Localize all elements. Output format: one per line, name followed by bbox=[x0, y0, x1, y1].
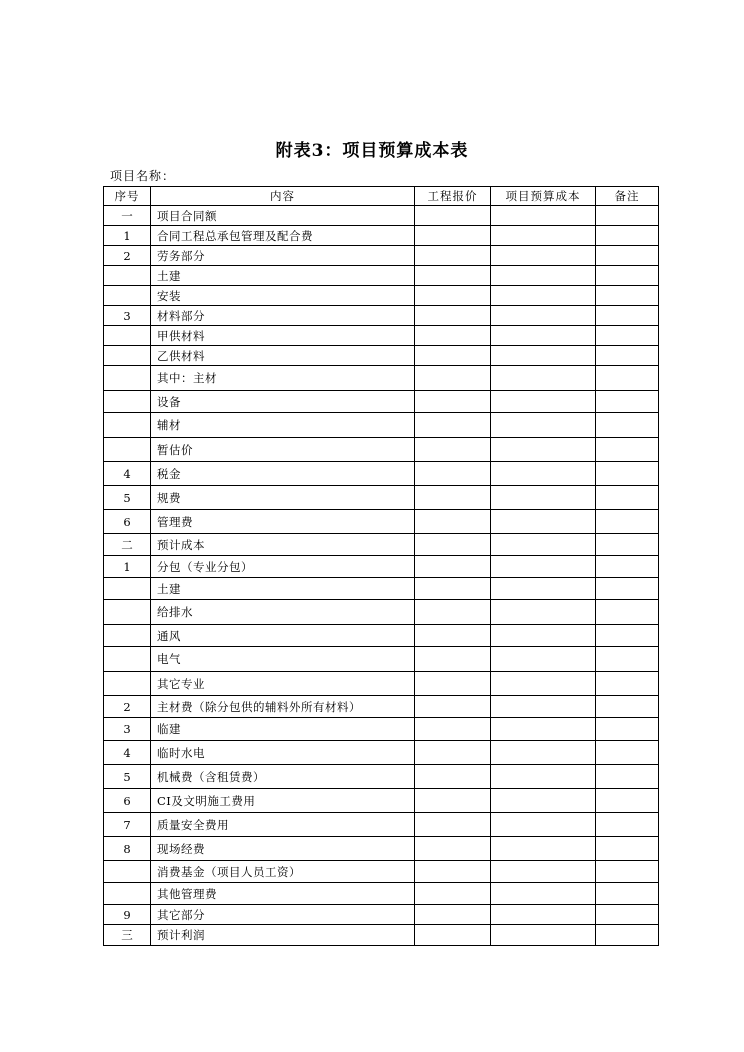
table-row bbox=[104, 206, 659, 226]
table-row bbox=[104, 837, 659, 861]
row-content-cell: 材料部分 bbox=[151, 306, 415, 326]
row-budget-cost-cell bbox=[491, 625, 596, 647]
row-budget-cost-cell bbox=[491, 600, 596, 625]
row-no-cell: 三 bbox=[104, 925, 151, 946]
row-remarks-cell bbox=[596, 326, 659, 346]
row-remarks-cell bbox=[596, 861, 659, 883]
row-content-cell: 给排水 bbox=[151, 600, 415, 625]
row-remarks-cell bbox=[596, 696, 659, 718]
row-quote-cell bbox=[415, 861, 491, 883]
row-no-cell: 5 bbox=[104, 486, 151, 510]
row-content-cell: 临建 bbox=[151, 718, 415, 741]
row-remarks-cell bbox=[596, 366, 659, 391]
table-row bbox=[104, 556, 659, 578]
row-content-cell: 其它部分 bbox=[151, 905, 415, 925]
row-budget-cost-cell bbox=[491, 306, 596, 326]
row-no-cell: 3 bbox=[104, 718, 151, 741]
row-quote-cell bbox=[415, 718, 491, 741]
row-quote-cell bbox=[415, 647, 491, 672]
table-row bbox=[104, 306, 659, 326]
row-content-cell: 规费 bbox=[151, 486, 415, 510]
row-budget-cost-cell bbox=[491, 486, 596, 510]
table-row bbox=[104, 534, 659, 556]
row-remarks-cell bbox=[596, 226, 659, 246]
row-quote-cell bbox=[415, 226, 491, 246]
row-budget-cost-cell bbox=[491, 837, 596, 861]
table-row bbox=[104, 647, 659, 672]
row-budget-cost-cell bbox=[491, 246, 596, 266]
table-row bbox=[104, 462, 659, 486]
row-content-cell: 机械费（含租赁费） bbox=[151, 765, 415, 789]
row-remarks-cell bbox=[596, 647, 659, 672]
table-row bbox=[104, 813, 659, 837]
row-remarks-cell bbox=[596, 883, 659, 905]
row-no-cell bbox=[104, 438, 151, 462]
row-content-cell: 其它专业 bbox=[151, 672, 415, 696]
row-content-cell: 电气 bbox=[151, 647, 415, 672]
row-remarks-cell bbox=[596, 462, 659, 486]
row-remarks-cell bbox=[596, 600, 659, 625]
row-content-cell: 管理费 bbox=[151, 510, 415, 534]
row-budget-cost-cell bbox=[491, 286, 596, 306]
row-remarks-cell bbox=[596, 625, 659, 647]
row-no-cell: 6 bbox=[104, 789, 151, 813]
row-budget-cost-cell bbox=[491, 905, 596, 925]
row-no-cell: 4 bbox=[104, 462, 151, 486]
row-remarks-cell bbox=[596, 391, 659, 413]
row-budget-cost-cell bbox=[491, 718, 596, 741]
row-content-cell: 乙供材料 bbox=[151, 346, 415, 366]
row-no-cell bbox=[104, 286, 151, 306]
row-budget-cost-cell bbox=[491, 813, 596, 837]
row-no-cell bbox=[104, 883, 151, 905]
row-budget-cost-cell bbox=[491, 366, 596, 391]
row-remarks-cell bbox=[596, 206, 659, 226]
table-row bbox=[104, 366, 659, 391]
table-row bbox=[104, 718, 659, 741]
header-remarks: 备注 bbox=[596, 187, 659, 206]
row-no-cell: 1 bbox=[104, 556, 151, 578]
row-no-cell bbox=[104, 326, 151, 346]
row-no-cell: 1 bbox=[104, 226, 151, 246]
row-quote-cell bbox=[415, 883, 491, 905]
row-content-cell: 预计成本 bbox=[151, 534, 415, 556]
row-remarks-cell bbox=[596, 266, 659, 286]
row-content-cell: 税金 bbox=[151, 462, 415, 486]
row-budget-cost-cell bbox=[491, 346, 596, 366]
row-content-cell: 劳务部分 bbox=[151, 246, 415, 266]
table-row bbox=[104, 413, 659, 438]
row-no-cell bbox=[104, 600, 151, 625]
table-row bbox=[104, 672, 659, 696]
row-budget-cost-cell bbox=[491, 206, 596, 226]
row-budget-cost-cell bbox=[491, 672, 596, 696]
row-content-cell: 土建 bbox=[151, 578, 415, 600]
row-budget-cost-cell bbox=[491, 696, 596, 718]
row-budget-cost-cell bbox=[491, 438, 596, 462]
row-no-cell: 一 bbox=[104, 206, 151, 226]
row-quote-cell bbox=[415, 556, 491, 578]
row-content-cell: 主材费（除分包供的辅料外所有材料） bbox=[151, 696, 415, 718]
header-no: 序号 bbox=[104, 187, 151, 206]
project-name-label: 项目名称： bbox=[110, 169, 176, 183]
row-quote-cell bbox=[415, 765, 491, 789]
row-content-cell: 项目合同额 bbox=[151, 206, 415, 226]
row-quote-cell bbox=[415, 462, 491, 486]
table-row bbox=[104, 905, 659, 925]
row-remarks-cell bbox=[596, 556, 659, 578]
table-row bbox=[104, 438, 659, 462]
row-budget-cost-cell bbox=[491, 883, 596, 905]
table-row bbox=[104, 246, 659, 266]
row-no-cell: 二 bbox=[104, 534, 151, 556]
row-budget-cost-cell bbox=[491, 534, 596, 556]
row-remarks-cell bbox=[596, 413, 659, 438]
table-row bbox=[104, 391, 659, 413]
row-remarks-cell bbox=[596, 672, 659, 696]
table-row bbox=[104, 286, 659, 306]
row-remarks-cell bbox=[596, 789, 659, 813]
row-quote-cell bbox=[415, 925, 491, 946]
row-remarks-cell bbox=[596, 741, 659, 765]
row-quote-cell bbox=[415, 510, 491, 534]
row-content-cell: 消费基金（项目人员工资） bbox=[151, 861, 415, 883]
row-remarks-cell bbox=[596, 346, 659, 366]
row-no-cell bbox=[104, 413, 151, 438]
row-content-cell: 质量安全费用 bbox=[151, 813, 415, 837]
row-quote-cell bbox=[415, 438, 491, 462]
row-remarks-cell bbox=[596, 534, 659, 556]
row-budget-cost-cell bbox=[491, 391, 596, 413]
row-no-cell bbox=[104, 647, 151, 672]
row-content-cell: 预计利润 bbox=[151, 925, 415, 946]
row-no-cell: 9 bbox=[104, 905, 151, 925]
table-row bbox=[104, 925, 659, 946]
row-budget-cost-cell bbox=[491, 556, 596, 578]
row-remarks-cell bbox=[596, 718, 659, 741]
row-quote-cell bbox=[415, 326, 491, 346]
row-no-cell: 2 bbox=[104, 246, 151, 266]
table-row bbox=[104, 861, 659, 883]
row-budget-cost-cell bbox=[491, 326, 596, 346]
row-remarks-cell bbox=[596, 486, 659, 510]
row-quote-cell bbox=[415, 206, 491, 226]
row-quote-cell bbox=[415, 600, 491, 625]
table-row bbox=[104, 765, 659, 789]
row-budget-cost-cell bbox=[491, 510, 596, 534]
row-no-cell: 5 bbox=[104, 765, 151, 789]
row-content-cell: 设备 bbox=[151, 391, 415, 413]
row-quote-cell bbox=[415, 413, 491, 438]
row-no-cell bbox=[104, 861, 151, 883]
row-budget-cost-cell bbox=[491, 741, 596, 765]
header-quote: 工程报价 bbox=[415, 187, 491, 206]
row-quote-cell bbox=[415, 346, 491, 366]
row-quote-cell bbox=[415, 905, 491, 925]
row-remarks-cell bbox=[596, 510, 659, 534]
row-budget-cost-cell bbox=[491, 647, 596, 672]
row-no-cell bbox=[104, 672, 151, 696]
row-no-cell: 3 bbox=[104, 306, 151, 326]
table-row bbox=[104, 226, 659, 246]
row-no-cell: 7 bbox=[104, 813, 151, 837]
row-content-cell: 其中：主材 bbox=[151, 366, 415, 391]
row-quote-cell bbox=[415, 286, 491, 306]
table-row bbox=[104, 346, 659, 366]
row-remarks-cell bbox=[596, 438, 659, 462]
row-no-cell: 2 bbox=[104, 696, 151, 718]
row-content-cell: 临时水电 bbox=[151, 741, 415, 765]
row-quote-cell bbox=[415, 391, 491, 413]
row-content-cell: 安装 bbox=[151, 286, 415, 306]
row-no-cell bbox=[104, 266, 151, 286]
row-budget-cost-cell bbox=[491, 266, 596, 286]
table-row bbox=[104, 510, 659, 534]
table-row bbox=[104, 266, 659, 286]
document-title: 附表3：项目预算成本表 bbox=[275, 141, 469, 161]
row-content-cell: 分包（专业分包） bbox=[151, 556, 415, 578]
row-quote-cell bbox=[415, 366, 491, 391]
row-content-cell: 甲供材料 bbox=[151, 326, 415, 346]
row-quote-cell bbox=[415, 625, 491, 647]
header-budget-cost: 项目预算成本 bbox=[491, 187, 596, 206]
table-row bbox=[104, 696, 659, 718]
row-quote-cell bbox=[415, 534, 491, 556]
row-budget-cost-cell bbox=[491, 578, 596, 600]
row-content-cell: 暂估价 bbox=[151, 438, 415, 462]
row-content-cell: 现场经费 bbox=[151, 837, 415, 861]
row-no-cell: 6 bbox=[104, 510, 151, 534]
table-row bbox=[104, 625, 659, 647]
table-row bbox=[104, 486, 659, 510]
row-quote-cell bbox=[415, 578, 491, 600]
row-remarks-cell bbox=[596, 905, 659, 925]
table-row bbox=[104, 789, 659, 813]
table-row bbox=[104, 741, 659, 765]
table-row bbox=[104, 326, 659, 346]
row-remarks-cell bbox=[596, 246, 659, 266]
row-content-cell: 合同工程总承包管理及配合费 bbox=[151, 226, 415, 246]
row-quote-cell bbox=[415, 741, 491, 765]
row-budget-cost-cell bbox=[491, 413, 596, 438]
budget-cost-table bbox=[103, 186, 659, 946]
row-remarks-cell bbox=[596, 286, 659, 306]
row-budget-cost-cell bbox=[491, 789, 596, 813]
table-row bbox=[104, 600, 659, 625]
row-no-cell bbox=[104, 578, 151, 600]
row-content-cell: 土建 bbox=[151, 266, 415, 286]
row-quote-cell bbox=[415, 789, 491, 813]
row-remarks-cell bbox=[596, 837, 659, 861]
row-budget-cost-cell bbox=[491, 226, 596, 246]
row-remarks-cell bbox=[596, 813, 659, 837]
row-quote-cell bbox=[415, 306, 491, 326]
row-no-cell bbox=[104, 346, 151, 366]
row-quote-cell bbox=[415, 266, 491, 286]
row-budget-cost-cell bbox=[491, 462, 596, 486]
row-no-cell: 8 bbox=[104, 837, 151, 861]
row-remarks-cell bbox=[596, 306, 659, 326]
row-budget-cost-cell bbox=[491, 861, 596, 883]
row-quote-cell bbox=[415, 813, 491, 837]
row-quote-cell bbox=[415, 696, 491, 718]
table-row bbox=[104, 578, 659, 600]
row-budget-cost-cell bbox=[491, 765, 596, 789]
row-quote-cell bbox=[415, 837, 491, 861]
row-quote-cell bbox=[415, 486, 491, 510]
row-budget-cost-cell bbox=[491, 925, 596, 946]
row-quote-cell bbox=[415, 672, 491, 696]
row-content-cell: CI及文明施工费用 bbox=[151, 789, 415, 813]
row-no-cell bbox=[104, 366, 151, 391]
row-content-cell: 辅材 bbox=[151, 413, 415, 438]
row-remarks-cell bbox=[596, 765, 659, 789]
table-header-row bbox=[104, 187, 659, 206]
row-content-cell: 通风 bbox=[151, 625, 415, 647]
row-quote-cell bbox=[415, 246, 491, 266]
header-content: 内容 bbox=[151, 187, 415, 206]
row-no-cell bbox=[104, 391, 151, 413]
row-content-cell: 其他管理费 bbox=[151, 883, 415, 905]
row-no-cell: 4 bbox=[104, 741, 151, 765]
row-no-cell bbox=[104, 625, 151, 647]
row-remarks-cell bbox=[596, 578, 659, 600]
table-row bbox=[104, 883, 659, 905]
row-remarks-cell bbox=[596, 925, 659, 946]
